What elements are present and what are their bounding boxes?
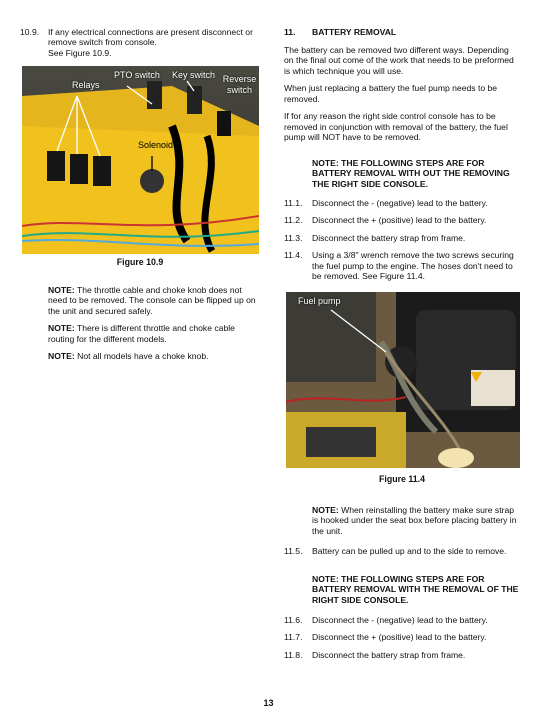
notes-block (48, 285, 260, 362)
step-text: If any electrical connections are present disconnect or remove switch from console. (48, 27, 253, 48)
label-key-switch: Key switch (172, 70, 216, 80)
step-reference: See Figure 10.9. (48, 47, 112, 58)
step-11-4: 11.4. Using a 3/8" wrench remove the two screws securing the fuel pump to the engine. The hoses don't need to be removed. See Figure 11.4. (284, 250, 514, 282)
intro-paragraph-1: The battery can be removed two different ways. Depending on the final out come of the work that needs to be preformed is which technique you will use. (284, 45, 514, 76)
note-with-console: NOTE: THE FOLLOWING STEPS ARE FOR BATTERY REMOVAL WITH THE REMOVAL OF THE RIGHT SIDE CONSOLE. (312, 574, 519, 605)
steps-group-a (284, 198, 520, 282)
step-11-7: 11.7. Disconnect the + (positive) lead to the battery. (284, 632, 487, 643)
intro-paragraph-3: If for any reason the right side control console has to be removed in conjunction with removal of the battery, the fuel pump will NOT have to be removed. (284, 111, 508, 143)
section-heading (284, 27, 520, 37)
note-reinstall: NOTE: When reinstalling the battery make sure strap is hooked under the seat box before placing battery in the unit. (312, 505, 517, 536)
section-title: BATTERY REMOVAL (312, 27, 397, 37)
step-11-3: 11.3. Disconnect the battery strap from frame. (284, 232, 466, 243)
step-11-1: 11.1. Disconnect the - (negative) lead to the battery. (284, 198, 488, 208)
step-11-2: 11.2. Disconnect the + (positive) lead to the battery. (284, 215, 487, 226)
note-without-console: NOTE: THE FOLLOWING STEPS ARE FOR BATTERY REMOVAL WITH OUT THE REMOVING THE RIGHT SIDE CONSOLE. (312, 158, 510, 189)
step-11-8: 11.8. Disconnect the battery strap from frame. (284, 649, 466, 660)
step-11-6: 11.6. Disconnect the - (negative) lead to the battery. (284, 615, 488, 625)
step-10-9 (20, 27, 260, 58)
figure-11-4-caption: Figure 11.4 (379, 474, 425, 484)
section-number: 11. (284, 27, 296, 37)
note-2: NOTE: There is different throttle and choke cable routing for the different models. (48, 323, 235, 344)
label-relays: Relays (72, 80, 100, 90)
label-pto-switch: PTO switch (114, 70, 160, 80)
figure-11-4-photo (286, 292, 520, 468)
note-3: NOTE: Not all models have a choke knob. (48, 351, 209, 362)
steps-group-b (284, 615, 520, 660)
label-reverse-switch: Reverse switch (222, 74, 257, 95)
label-solenoid: Solenoid (138, 140, 174, 150)
figure-10-9-photo (22, 66, 259, 254)
note-1: NOTE: The throttle cable and choke knob does not need to be removed. The console can be flipped up on the unit and secured safely. (48, 285, 256, 316)
intro-block (284, 45, 520, 143)
step-number: 10.9. (20, 27, 40, 37)
intro-paragraph-2: When just replacing a battery the fuel pump needs to be removed. (284, 83, 498, 104)
figure-10-9-caption: Figure 10.9 (116, 257, 164, 267)
fuel-pump-photo-illustration (286, 292, 520, 468)
label-fuel-pump: Fuel pump (298, 296, 341, 306)
page-number: 13 (263, 698, 274, 708)
step-11-5: 11.5. Battery can be pulled up and to the side to remove. (284, 546, 507, 556)
